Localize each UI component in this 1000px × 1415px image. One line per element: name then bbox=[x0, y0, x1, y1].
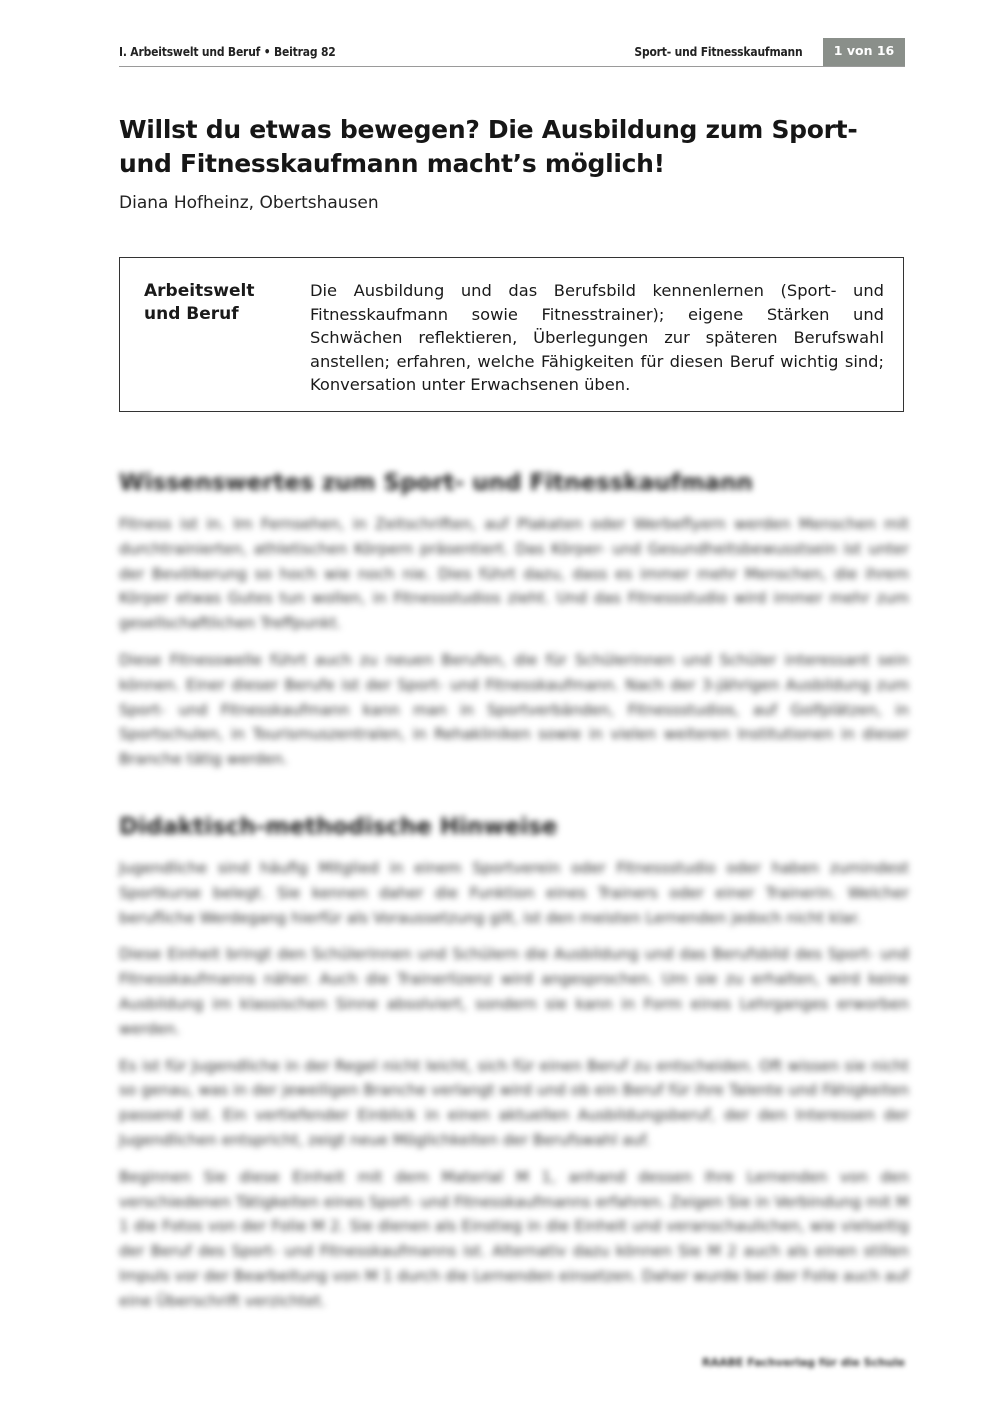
publisher-footer: RAABE Fachverlag für die Schule bbox=[702, 1356, 905, 1369]
info-box-text: Die Ausbildung und das Berufsbild kennenlernen (Sport- und Fitnesskaufmann sowie Fitnesstrainer); eigene Stärken und Schwächen reflektieren, Überlegungen zur späteren Berufswahl anstellen; erfahren, welche Fähigkeiten für diesen Beruf wichtig sind; Konversation unter Erwachsenen üben. bbox=[310, 281, 884, 394]
topic-info-box bbox=[119, 257, 904, 412]
header-topic-title: Sport- und Fitnesskaufmann bbox=[634, 44, 803, 59]
header-series-title: I. Arbeitswelt und Beruf • Beitrag 82 bbox=[119, 44, 336, 59]
paragraph: Es ist für Jugendliche in der Regel nicht leicht, sich für einen Beruf zu entscheiden. Oft wissen sie nicht so genau, was in der jeweiligen Branche verlangt wird und ob ein Beruf für ihre Talente und Fähigkeiten passend ist. Ein vertiefender Einblick in einen aktuellen Ausbildungsberuf, der den Interessen der Jugendlichen entspricht, zeigt neue Möglichkeiten der Berufswahl auf. bbox=[119, 1056, 909, 1149]
paragraph: Diese Fitnesswelle führt auch zu neuen Berufen, die für Schülerinnen und Schüler interessant sein können. Einer dieser Berufe ist der Sport- und Fitnesskaufmann. Nach der 3-jährigen Ausbildung zum Sport- und Fitnesskaufmann kann man in Sportverbänden, Fitnessstudios, auf Golfplätzen, in Sportschulen, in Tourismuszentralen, in Rehakliniken sowie in vielen weiteren Institutionen in dieser Branche tätig werden. bbox=[119, 650, 909, 769]
section-heading-background: Wissenswertes zum Sport- und Fitnesskaufmann bbox=[119, 470, 753, 496]
section-heading-didactics: Didaktisch-methodische Hinweise bbox=[119, 813, 558, 840]
blurred-preview-content bbox=[119, 468, 909, 1326]
paragraph: Fitness ist in. Im Fernsehen, in Zeitschriften, auf Plakaten oder Werbeflyern werden Menschen mit durchtrainierten, athletischen Körpern präsentiert. Das Körper- und Gesundheitsbewusstsein ist unter der Bevölkerung so hoch wie noch nie. Dies führt dazu, dass es immer mehr Menschen, die ihrem Körper etwas Gutes tun wollen, in Fitnessstudios zieht. Und das Fitnessstudio wird immer mehr zum gesellschaftlichen Treffpunkt. bbox=[119, 515, 909, 633]
paragraph: Jugendliche sind häufig Mitglied in einem Sportverein oder Fitnessstudio oder haben zumindest Sportkurse belegt. Sie kennen daher die Funktion eines Trainers oder einer Trainerin. Welcher berufliche Werdegang hierfür als Voraussetzung gilt, ist den meisten Lernenden jedoch nicht klar. bbox=[119, 858, 909, 927]
paragraph: Diese Einheit bringt den Schülerinnen und Schülern die Ausbildung und das Berufsbild des Sport- und Fitnesskaufmanns näher. Auch die Trainerlizenz wird angesprochen. Um sie zu erhalten, wird keine Ausbildung im klassischen Sinne absolviert, sondern sie kann in Form eines Lehrganges erworben werden. bbox=[119, 945, 909, 1038]
page-header bbox=[119, 38, 905, 67]
document-title: Willst du etwas bewegen? Die Ausbildung zum Sport- und Fitnesskaufmann macht’s möglich! bbox=[119, 115, 858, 178]
author-line: Diana Hofheinz, Obertshausen bbox=[119, 193, 379, 213]
paragraph: Beginnen Sie diese Einheit mit dem Material M 1, anhand dessen Ihre Lernenden von den verschiedenen Tätigkeiten eines Sport- und Fitnesskaufmanns erfahren. Zeigen Sie in Verbindung mit M 1 die Fotos von der Folie M 2. Sie dienen als Einstieg in die Einheit und veranschaulichen, wie vielseitig der Beruf des Sport- und Fitnesskaufmanns ist. Alternativ dazu können Sie M 2 auch als einen stillen Impuls vor der Bearbeitung von M 1 durch die Lernenden einsetzen. Daher wurde bei der Folie auch auf eine Überschrift verzichtet. bbox=[119, 1167, 909, 1310]
page-number-badge: 1 von 16 bbox=[823, 38, 905, 66]
info-box-label: Arbeitswelt und Beruf bbox=[144, 281, 255, 324]
